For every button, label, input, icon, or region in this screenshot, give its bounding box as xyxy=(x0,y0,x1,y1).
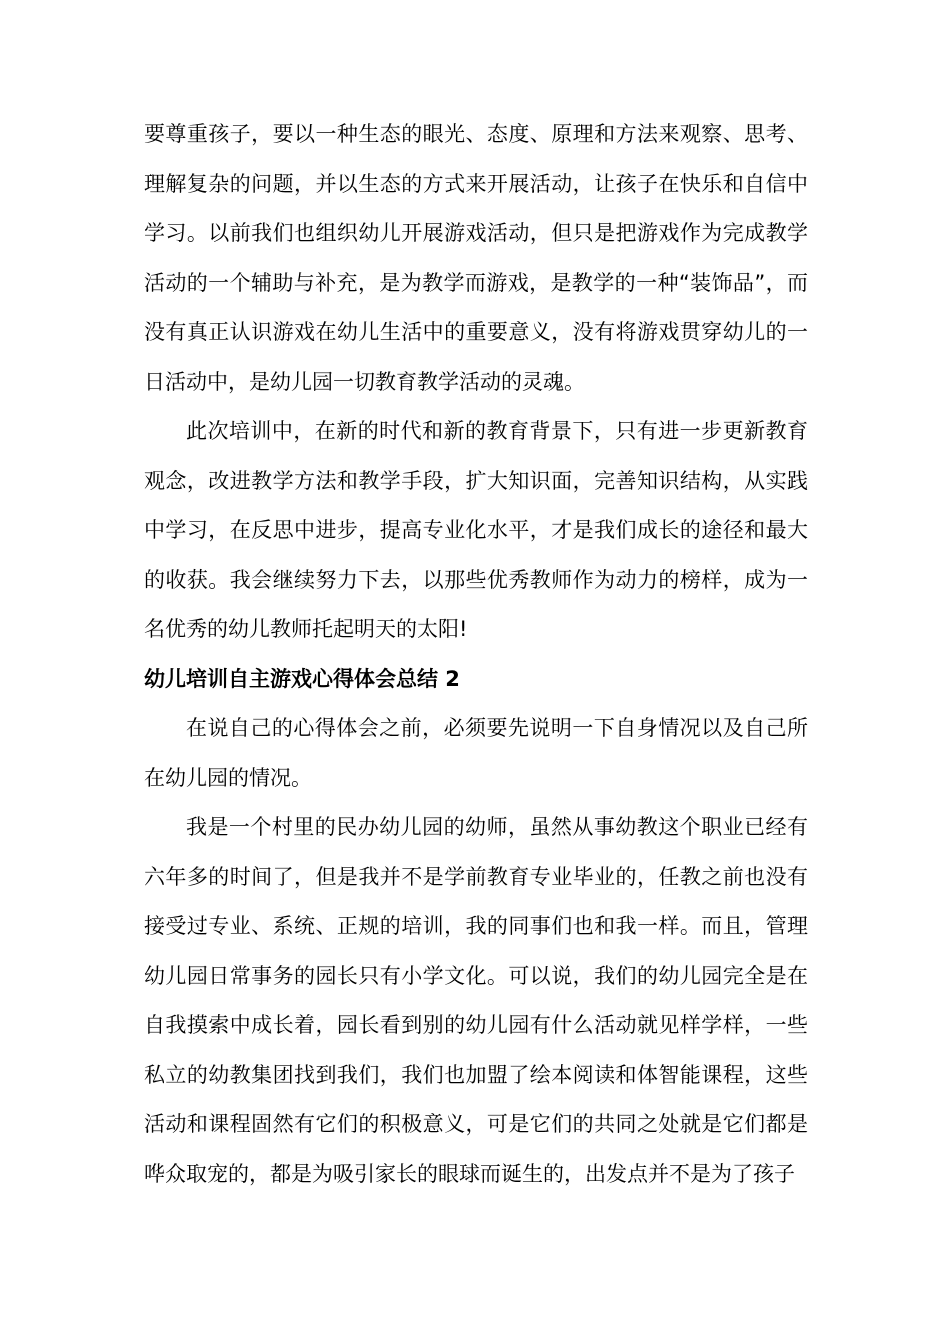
document-page xyxy=(144,110,808,1199)
paragraph-intro: 在说自己的心得体会之前，必须要先说明一下自身情况以及自己所在幼儿园的情况。 xyxy=(144,716,808,790)
paragraph-training-summary: 此次培训中，在新的时代和新的教育背景下，只有进一步更新教育观念，改进教学方法和教学手段，扩大知识面，完善知识结构，从实践中学习，在反思中进步，提高专业化水平，才是我们成长的途径和最大的收获。我会继续努力下去，以那些优秀教师作为动力的榜样，成为一名优秀的幼儿教师托起明天的太阳! xyxy=(144,419,808,641)
paragraph-background: 我是一个村里的民办幼儿园的幼师，虽然从事幼教这个职业已经有六年多的时间了，但是我并不是学前教育专业毕业的，任教之前也没有接受过专业、系统、正规的培训，我的同事们也和我一样。而且，管理幼儿园日常事务的园长只有小学文化。可以说，我们的幼儿园完全是在自我摸索中成长着，园长看到别的幼儿园有什么活动就见样学样，一些私立的幼教集团找到我们，我们也加盟了绘本阅读和体智能课程，这些活动和课程固然有它们的积极意义，可是它们的共同之处就是它们都是哗众取宠的，都是为吸引家长的眼球而诞生的，出发点并不是为了孩子 xyxy=(144,815,808,1186)
paragraph-continuation: 要尊重孩子，要以一种生态的眼光、态度、原理和方法来观察、思考、理解复杂的问题，并以生态的方式来开展活动，让孩子在快乐和自信中学习。以前我们也组织幼儿开展游戏活动，但只是把游戏作为完成教学活动的一个辅助与补充，是为教学而游戏，是教学的一种“装饰品”，而没有真正认识游戏在幼儿生活中的重要意义，没有将游戏贯穿幼儿的一日活动中，是幼儿园一切教育教学活动的灵魂。 xyxy=(144,122,808,394)
section-heading: 幼儿培训自主游戏心得体会总结 2 xyxy=(144,666,460,691)
